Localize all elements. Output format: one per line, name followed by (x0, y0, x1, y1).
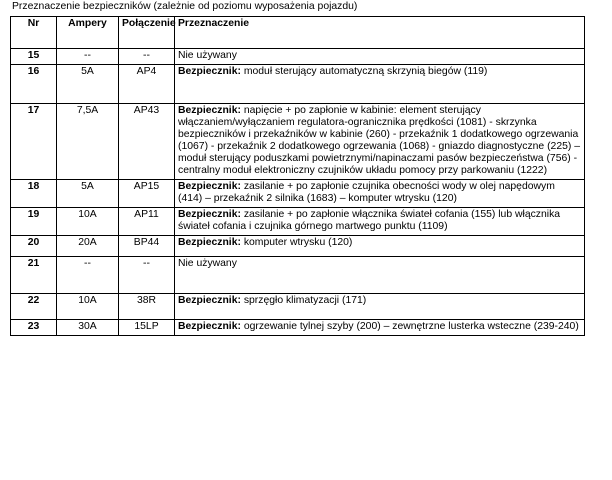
cell-nr: 17 (11, 104, 57, 180)
cell-connection: -- (119, 49, 175, 65)
cell-purpose-text: zasilanie + po zapłonie włącznika świateł cofania (155) lub włącznika świateł cofania i czujnika górnego martwego punktu (1109) (178, 209, 561, 232)
table-row (11, 236, 585, 257)
cell-purpose-text: Nie używany (178, 50, 237, 61)
cell-purpose-prefix: Bezpiecznik: (178, 295, 241, 306)
cell-nr: 21 (11, 257, 57, 294)
cell-purpose (175, 294, 585, 320)
cell-purpose-text: napięcie + po zapłonie w kabinie: element sterujący włączaniem/wyłączaniem regulatora-ogranicznika prędkości (1081) - skrzynka bezpieczników i przekaźników w kabinie (260) - przekaźnik 1 dodatkowego ogrzewania (1067) - przekaźnik 2 dodatkowego ogrzewania (1068) - gniazdo diagnostyczne (225) – moduł sterujący poduszkami powietrznymi/napinaczami pasów bezpieczeństwa (756) - centralny moduł elektroniczny czujników układu pomocy przy parkowaniu (1222) (178, 105, 581, 176)
cell-purpose (175, 49, 585, 65)
cell-purpose-prefix: Bezpiecznik: (178, 209, 241, 220)
cell-connection: -- (119, 257, 175, 294)
table-row (11, 294, 585, 320)
cell-connection: AP43 (119, 104, 175, 180)
cell-purpose-prefix: Bezpiecznik: (178, 66, 241, 77)
column-header-connection: Połączenie (119, 17, 175, 49)
cell-nr: 15 (11, 49, 57, 65)
cell-nr: 18 (11, 180, 57, 208)
cell-purpose-prefix: Bezpiecznik: (178, 321, 241, 332)
cell-purpose-prefix: Bezpiecznik: (178, 105, 241, 116)
cell-connection: 38R (119, 294, 175, 320)
cell-purpose (175, 208, 585, 236)
table-row (11, 208, 585, 236)
cell-purpose (175, 236, 585, 257)
cell-amp: -- (57, 49, 119, 65)
cell-nr: 20 (11, 236, 57, 257)
cell-amp: 5A (57, 180, 119, 208)
cell-nr: 19 (11, 208, 57, 236)
cell-purpose-text: ogrzewanie tylnej szyby (200) – zewnętrzne lusterka wsteczne (239-240) (243, 321, 579, 332)
cell-connection: AP4 (119, 65, 175, 104)
cell-amp: 20A (57, 236, 119, 257)
table-caption: Przeznaczenie bezpieczników (zależnie od poziomu wyposażenia pojazdu) (12, 1, 358, 12)
cell-purpose-text: moduł sterujący automatyczną skrzynią biegów (119) (243, 66, 488, 77)
table-row (11, 180, 585, 208)
cell-nr: 16 (11, 65, 57, 104)
cell-connection: 15LP (119, 320, 175, 336)
cell-purpose-text: komputer wtrysku (120) (243, 237, 353, 248)
table-row (11, 257, 585, 294)
cell-purpose (175, 65, 585, 104)
fuse-table (10, 16, 585, 336)
column-header-nr: Nr (11, 17, 57, 49)
cell-amp: 7,5A (57, 104, 119, 180)
table-row (11, 49, 585, 65)
cell-amp: 30A (57, 320, 119, 336)
cell-purpose-text: zasilanie + po zapłonie czujnika obecności wody w olej napędowym (414) – przekaźnik 2 silnika (1683) – komputer wtrysku (120) (178, 181, 555, 204)
cell-purpose (175, 104, 585, 180)
cell-amp: 10A (57, 208, 119, 236)
table-row (11, 104, 585, 180)
cell-nr: 23 (11, 320, 57, 336)
cell-connection: AP15 (119, 180, 175, 208)
cell-nr: 22 (11, 294, 57, 320)
table-header-row (11, 17, 585, 49)
cell-connection: BP44 (119, 236, 175, 257)
column-header-purpose: Przeznaczenie (175, 17, 585, 49)
table-row (11, 65, 585, 104)
cell-connection: AP11 (119, 208, 175, 236)
table-row (11, 320, 585, 336)
cell-amp: -- (57, 257, 119, 294)
cell-purpose-text: Nie używany (178, 258, 237, 269)
cell-purpose-prefix: Bezpiecznik: (178, 237, 241, 248)
column-header-amp: Ampery (57, 17, 119, 49)
cell-purpose-text: sprzęgło klimatyzacji (171) (243, 295, 367, 306)
cell-purpose-prefix: Bezpiecznik: (178, 181, 241, 192)
cell-purpose (175, 257, 585, 294)
cell-amp: 5A (57, 65, 119, 104)
cell-amp: 10A (57, 294, 119, 320)
cell-purpose (175, 180, 585, 208)
cell-purpose (175, 320, 585, 336)
fuse-table-body (11, 49, 585, 336)
